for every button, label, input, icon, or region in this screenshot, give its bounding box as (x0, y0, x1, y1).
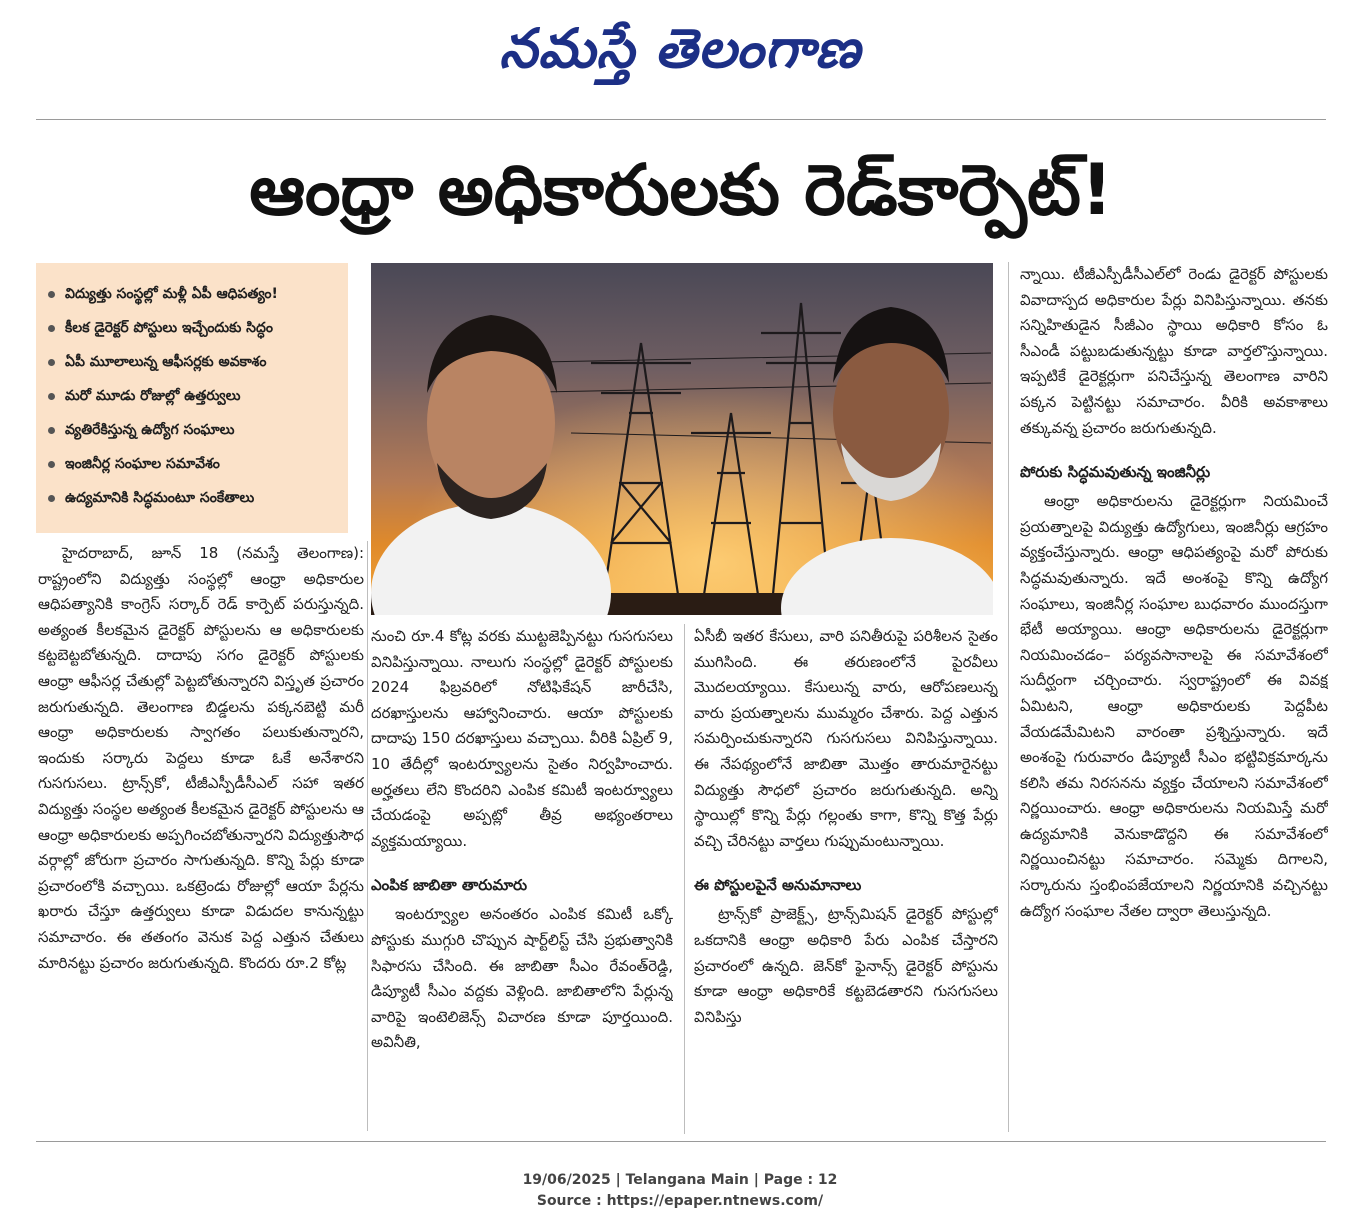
subheading: ఎంపిక జాబితా తారుమారు (371, 876, 528, 895)
newspaper-masthead: నమస్తే తెలంగాణ (499, 17, 861, 80)
bullet-icon (48, 291, 55, 298)
highlight-item: విద్యుత్తు సంస్థల్లో మళ్లీ ఏపీ ఆధిపత్యం! (48, 277, 340, 311)
highlight-item: వ్యతిరేకిస్తున్న ఉద్యోగ సంఘాలు (48, 413, 340, 447)
source-link[interactable]: Source : https://epaper.ntnews.com/ (536, 1193, 824, 1209)
subheading: ఈ పోస్టులపైనే అనుమానాలు (694, 876, 862, 895)
article-paragraph: ఆంధ్రా అధికారులను డైరెక్టర్లుగా నియమించే ప్రయత్నాలపై విద్యుత్తు ఉద్యోగులు, ఇంజినీర్లు ఆగ్రహం వ్యక్తంచేస్తున్నారు. ఆంధ్రా ఆధిపత్యంపై మరో పోరుకు సిద్ధమవుతున్నారు. ఇదే అంశంపై కొన్ని ఉద్యోగ సంఘాలు, ఇంజినీర్ల సంఘాల బుధవారం ముందస్తుగా భేటీ అయ్యాయి. ఆంధ్రా అధికారులను డైరెక్టర్లుగా నియమించడం– పర్యవసానాలపై ఈ సమావేశంలో సుదీర్ఘంగా చర్చించారు. స్వరాష్ట్రంలో ఈ వివక్ష ఏమిటని, ఆంధ్రా అధికారులకు పెద్దపీట వేయడమేమిటని వారంతా ప్రశ్నిస్తున్నారు. ఇదే అంశంపై గురువారం డిప్యూటీ సీఎం భట్టివిక్రమార్కను కలిసి తమ నిరసనను వ్యక్తం చేయాలని సమావేశంలో నిర్ణయించారు. ఆంధ్రా అధికారులను నియమిస్తే మరో ఉద్యమానికి వెనుకాడొద్దని ఈ సమావేశంలో నిర్ణయించినట్టు సమాచారం. సమ్మెకు దిగాలని, సర్కారును స్తంభింపజేయాలని నిర్ణయానికి వచ్చినట్టు ఉద్యోగ సంఘాల నేతల ద్వారా తెలుస్తున్నది. (1020, 492, 1328, 920)
edition-info: 19/06/2025 | Telangana Main | Page : 12 (522, 1172, 838, 1188)
bullet-icon (48, 359, 55, 366)
article-column-3 (694, 624, 998, 1134)
article-column-1 (38, 541, 364, 1131)
bullet-icon (48, 427, 55, 434)
article-paragraph: ఏసీబీ ఇతర కేసులు, వారి పనితీరుపై పరిశీలన సైతం ముగిసింది. ఈ తరుణంలోనే పైరవీలు మొదలయ్యాయి. కేసులున్న వారు, ఆరోపణలున్న వారు ప్రయత్నాలను ముమ్మరం చేశారు. పెద్ద ఎత్తున సమర్పించుకున్నారని గుసగుసలు వినిపిస్తున్నాయి. ఈ నేపథ్యంలోనే జాబితా మొత్తం తారుమారైనట్టు విద్యుత్తు సౌధలో ప్రచారం జరుగుతున్నది. అన్ని స్థాయిల్లో కొన్ని పేర్లు గల్లంతు కాగా, కొన్ని కొత్త పేర్లు వచ్చి చేరినట్టు వార్తలు గుప్పుమంటున్నాయి. (694, 627, 998, 850)
subheading: పోరుకు సిద్ధమవుతున్న ఇంజినీర్లు (1020, 463, 1211, 482)
footer-divider (36, 1141, 1326, 1142)
highlight-item: ఏపీ మూలాలున్న ఆఫీసర్లకు అవకాశం (48, 345, 340, 379)
article-paragraph: నుంచి రూ.4 కోట్ల వరకు ముట్టజెప్పినట్టు గుసగుసలు వినిపిస్తున్నాయి. నాలుగు సంస్థల్లో డైరెక్టర్ పోస్టులకు 2024 ఫిబ్రవరిలో నోటిఫికేషన్ జారీచేసి, దరఖాస్తులను ఆహ్వానించారు. ఆయా పోస్టులకు దాదాపు 150 దరఖాస్తులు వచ్చాయి. వీరికి ఏప్రిల్ 9, 10 తేదీల్లో ఇంటర్వ్యూలను సైతం నిర్వహించారు. అర్హతలు లేని కొందరిని ఎంపిక కమిటీ ఇంటర్వ్యూలు చేయడంపై అప్పట్లో తీవ్ర అభ్యంతరాలు వ్యక్తమయ్యాయి. (371, 627, 673, 850)
article-paragraph: ఇంటర్వ్యూల అనంతరం ఎంపిక కమిటీ ఒక్కో పోస్టుకు ముగ్గురి చొప్పున షార్ట్‌లిస్ట్ చేసి ప్రభుత్వానికి సిఫారసు చేసింది. ఈ జాబితా సీఎం రేవంత్‌రెడ్డి, డిప్యూటీ సీఎం వద్దకు వెళ్లింది. జాబితాలోని పేర్లున్న వారిపై ఇంటెలిజెన్స్ విచారణ కూడా పూర్తయింది. అవినీతి, (371, 905, 673, 1052)
highlight-item: మరో మూడు రోజుల్లో ఉత్తర్వులు (48, 379, 340, 413)
column-divider (684, 624, 685, 1134)
bullet-icon (48, 461, 55, 468)
article-paragraph: న్నాయి. టీజీఎస్పీడీసీఎల్‌లో రెండు డైరెక్టర్ పోస్టులకు వివాదాస్పద అధికారుల పేర్లు వినిపిస్తున్నాయి. తనకు సన్నిహితుడైన సీజీఎం స్థాయి అధికారి కోసం ఓ సీఎండీ పట్టుబడుతున్నట్టు కూడా వార్తలొస్తున్నాయి. ఇప్పటికే డైరెక్టర్లుగా పనిచేస్తున్న తెలంగాణ వారిని పక్కన పెట్టినట్టు సమాచారం. వీరికి అవకాశాలు తక్కువన్న ప్రచారం జరుగుతున్నది. (1020, 265, 1328, 437)
column-divider (367, 541, 368, 1131)
article-column-2 (371, 624, 673, 1134)
header-divider (36, 119, 1326, 120)
highlight-item: ఇంజినీర్ల సంఘాల సమావేశం (48, 447, 340, 481)
bullet-icon (48, 495, 55, 502)
highlight-item: ఉద్యమానికి సిద్ధమంటూ సంకేతాలు (48, 481, 340, 515)
article-paragraph: హైదరాబాద్, జూన్ 18 (నమస్తే తెలంగాణ): రాష్ట్రంలోని విద్యుత్తు సంస్థల్లో ఆంధ్రా అధికారుల ఆధిపత్యానికి కాంగ్రెస్ సర్కార్ రెడ్ కార్పెట్ పరుస్తున్నది. అత్యంత కీలకమైన డైరెక్టర్ పోస్టులను ఆ అధికారులకు కట్టబెట్టబోతున్నది. దాదాపు సగం డైరెక్టర్ పోస్టులకు ఆంధ్రా ఆఫీసర్ల చేతుల్లో పెట్టబోతున్నారని విస్తృత ప్రచారం జరుగుతున్నది. తెలంగాణ బిడ్డలను పక్కనబెట్టి మరీ ఆంధ్రా అధికారులకు స్వాగతం పలుకుతున్నారని, ఇందుకు సర్కారు పెద్దలు కూడా ఓకే అనేశారని గుసగుసలు. ట్రాన్స్‌కో, టీజీఎస్పీడీసీఎల్ సహా ఇతర విద్యుత్తు సంస్థల అత్యంత కీలకమైన డైరెక్టర్ పోస్టులను ఆ ఆంధ్రా అధికారులకు అప్పగించబోతున్నారని విద్యుత్తుసౌధ వర్గాల్లో జోరుగా ప్రచారం సాగుతున్నది. కొన్ని పేర్లు కూడా ప్రచారంలోకి వచ్చాయి. ఒకట్రెండు రోజుల్లో ఆయా పేర్లను ఖరారు చేస్తూ ఉత్తర్వులు కూడా విడుదల కానున్నట్టు సమాచారం. ఈ తతంగం వెనుక పెద్ద ఎత్తున చేతులు మారినట్టు ప్రచారం జరుగుతున్నది. కొందరు రూ.2 కోట్ల (38, 544, 364, 972)
bullet-icon (48, 325, 55, 332)
article-paragraph: ట్రాన్స్‌కో ప్రాజెక్ట్స్, ట్రాన్స్‌మిషన్ డైరెక్టర్ పోస్టుల్లో ఒకదానికి ఆంధ్రా అధికారి పేరు ఎంపిక చేస్తారని ప్రచారంలో ఉన్నది. జెన్‌కో ఫైనాన్స్ డైరెక్టర్ పోస్టును కూడా ఆంధ్రా అధికారికే కట్టబెడతారని గుసగుసలు వినిపిస్తు (694, 905, 998, 1026)
article-column-4 (1020, 262, 1328, 1132)
column-divider (1008, 262, 1009, 1132)
highlight-item: కీలక డైరెక్టర్ పోస్టులు ఇచ్చేందుకు సిద్ధం (48, 311, 340, 345)
power-towers-illustration (371, 263, 993, 615)
bullet-icon (48, 393, 55, 400)
highlights-box (36, 263, 348, 533)
news-photo (371, 263, 993, 615)
article-headline: ఆంధ్రా అధికారులకు రెడ్‌కార్పెట్! (249, 149, 1113, 231)
